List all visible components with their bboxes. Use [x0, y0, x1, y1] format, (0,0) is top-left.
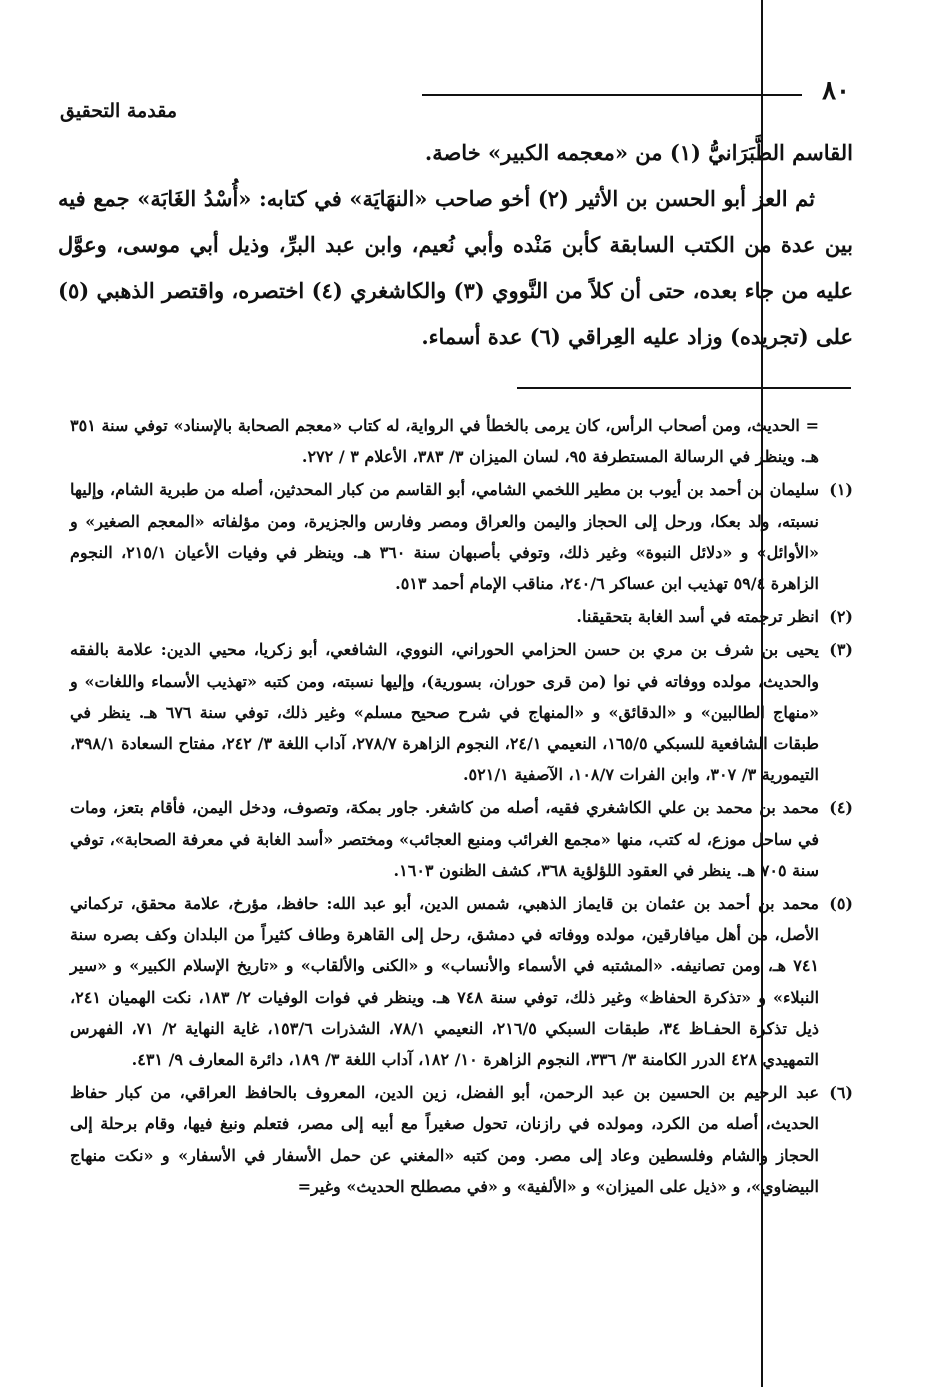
footnote-continuation [70, 410, 853, 472]
footnote [70, 888, 853, 1075]
page-header [60, 70, 850, 130]
footnote-separator [517, 387, 851, 389]
page-number: ٨٠ [822, 76, 850, 106]
footnote-number: (٣) [829, 640, 853, 660]
footnote-number: (٤) [829, 798, 853, 818]
footnote-text: يحيى بن شرف بن مري بن حسن الحزامي الحوراني، النووي، الشافعي، أبو زكريا، محيي الدين: علامة بالفقه والحديث، مولده ووفاته في نوا (من قرى حوران، بسورية)، وإليها نسبته، ومن كتبه «تهذيب الأسماء واللغات» و «منهاج الطالبين» و «الدقائق» و «المنهاج في شرح صحيح مسلم» وغير ذلك، توفي سنة ٦٧٦ هـ. ينظر في طبقات الشافعية للسبكي ١٦٥/٥، النعيمي ٢٤/١، النجوم الزاهرة ٢٧٨/٧، آداب اللغة ٣/ ٢٤٢، مفتاح السعادة ٣٩٨/١، التيمورية ٣/ ٣٠٧، وابن الفرات ١٠٨/٧، الآصفية ٥٢١/١. [70, 640, 820, 785]
footnote-text: = الحديث، ومن أصحاب الرأس، كان يرمى بالخطأ في الرواية، له كتاب «معجم الصحابة بالإسناد» توفي سنة ٣٥١ هـ. وينظر في الرسالة المستطرفة ٩٥، لسان الميزان ٣/ ٣٨٣، الأعلام ٣ / ٢٧٢. [70, 416, 819, 467]
footnote [70, 474, 853, 599]
paragraph: ثم العز أبو الحسن بن الأثير (٢) أخو صاحب «النهَايَة» في كتابه: «أُسْدُ الغَابَة» جمع فيه بين عدة من الكتب السابقة كأبن مَنْده وأبي نُعيم، وابن عبد البرِّ، وذيل أبي موسى، وعوَّل عليه من جاء بعده، حتى أن كلاً من النَّووي (٣) والكاشغري (٤) اختصره، واقتصر الذهبي (٥) على (تجريده) وزاد عليه العِراقي (٦) عدة أسماء. [58, 186, 853, 349]
footnote-number: (١) [829, 480, 853, 500]
footnote [70, 792, 853, 886]
footnote-text: محمد بن أحمد بن عثمان بن قايماز الذهبي، شمس الدين، أبو عبد الله: حافظ، مؤرخ، علامة محقق، تركماني الأصل، من أهل ميافارقين، مولده ووفاته في دمشق، رحل إلى القاهرة وطاف كثيراً من البلدان وكف بصره سنة ٧٤١ هـ، ومن تصانيفه. «المشتبه في الأسماء والأنساب» و «الكنى والألقاب» و «تاريخ الإسلام الكبير» و «سير النبلاء» و «تذكرة الحفاظ» وغير ذلك، توفي سنة ٧٤٨ هـ. وينظر في فوات الوفيات ٢/ ١٨٣، نكت الهميان ٢٤١، ذيل تذكرة الحفـاظ ٣٤، طبقات السبكي ٢١٦/٥، النعيمي ٧٨/١، الشذرات ١٥٣/٦، غاية النهاية ٢/ ٧١، الفهرس التمهيدي ٤٢٨ الدرر الكامنة ٣/ ٣٣٦، النجوم الزاهرة ١٠/ ١٨٢، آداب اللغة ٣/ ١٨٩، دائرة المعارف ٩/ ٤٣١. [70, 894, 820, 1070]
main-text [58, 130, 853, 360]
footnote-text: انظر ترجمته في أسد الغابة بتحقيقنا. [576, 607, 819, 627]
footnote [70, 634, 853, 790]
footnote-number: (٦) [829, 1083, 853, 1103]
footnote-text: محمد بن محمد بن علي الكاشغري فقيه، أصله من كاشغر. جاور بمكة، وتصوف، ودخل اليمن، فأقام بتعز، ومات في ساحل موزع، له كتب، منها «مجمع الغرائب ومنبع العجائب» ومختصر «أسد الغابة في معرفة الصحابة»، توفي سنة ٧٠٥ هـ. ينظر في العقود اللؤلؤية ٣٦٨، كشف الظنون ١٦٠٣. [70, 798, 819, 880]
footnote [70, 601, 853, 632]
footnotes [70, 410, 853, 1204]
footnote [70, 1077, 853, 1202]
footnote-number: (٥) [829, 894, 853, 914]
running-title: مقدمة التحقيق [60, 100, 177, 122]
footnote-number: (٢) [829, 607, 853, 627]
paragraph: القاسم الطَّبَرَانيُّ (١) من «معجمه الكبير» خاصة. [424, 140, 853, 165]
footnote-text: سليمان بن أحمد بن أيوب بن مطير اللخمي الشامي، أبو القاسم من كبار المحدثين، أصله من طبرية الشام، وإليها نسبته، ولد بعكا، ورحل إلى الحجاز واليمن والعراق ومصر وفارس والجزيرة، ومن مؤلفاته «المعجم الصغير» و «الأوائل» و «دلائل النبوة» وغير ذلك، وتوفي بأصبهان سنة ٣٦٠ هـ. وينظر في وفيات الأعيان ٢١٥/١، النجوم الزاهرة ٥٩/٤ تهذيب ابن عساكر ٢٤٠/٦، مناقب الإمام أحمد ٥١٣. [70, 480, 819, 594]
header-rule [422, 94, 802, 96]
footnote-text: عبد الرحيم بن الحسين بن عبد الرحمن، أبو الفضل، زين الدين، المعروف بالحافظ العراقي، من كبار حفاظ الحديث، أصله من الكرد، ومولده في رازنان، تحول صغيراً مع أبيه إلى مصر، فتعلم ونبغ فيها، وقام برحلة إلى الحجاز والشام وفلسطين وعاد إلى مصر. ومن كتبه «المغني عن حمل الأسفار في الأسفار» و «نكت منهاج البيضاوي»، و «ذيل على الميزان» و «الألفية» و «في مصطلح الحديث» وغير= [70, 1083, 820, 1196]
